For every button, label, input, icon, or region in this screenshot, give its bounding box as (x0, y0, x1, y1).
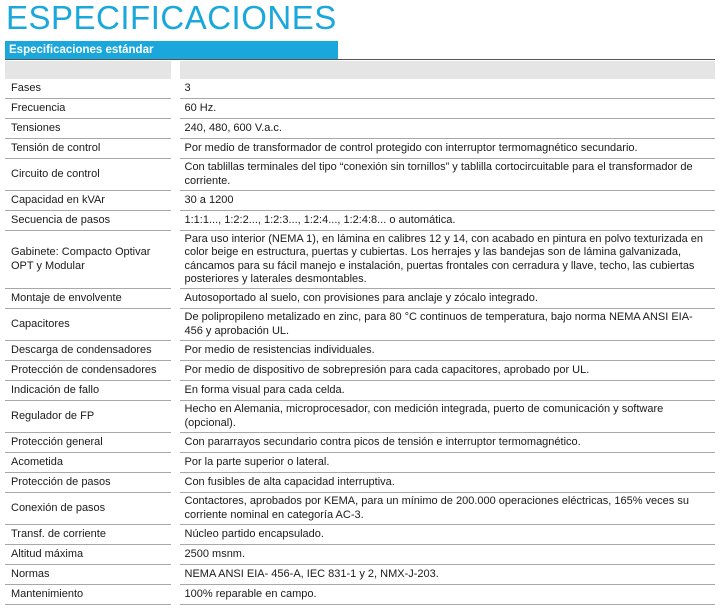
table-row (5, 99, 715, 119)
row-label: Protección de condensadores (5, 361, 175, 381)
spec-table (5, 61, 715, 605)
row-value: 30 a 1200 (175, 191, 715, 211)
row-value: Contactores, aprobados por KEMA, para un mínimo de 200.000 operaciones eléctricas, 165% veces su corriente nominal en categoría AC-3. (175, 493, 715, 525)
row-label: Acometida (5, 453, 175, 473)
row-label: Protección de pasos (5, 473, 175, 493)
row-label: Fases (5, 79, 175, 99)
row-value: Con fusibles de alta capacidad interruptiva. (175, 473, 715, 493)
row-label: Conexión de pasos (5, 493, 175, 525)
table-row (5, 525, 715, 545)
row-label: Transf. de corriente (5, 525, 175, 545)
row-label: Tensión de control (5, 139, 175, 159)
row-label: Regulador de FP (5, 401, 175, 433)
row-value: NEMA ANSI EIA- 456-A, IEC 831-1 y 2, NMX-J-203. (175, 565, 715, 585)
row-label: Secuencia de pasos (5, 211, 175, 231)
row-value: Autosoportado al suelo, con provisiones para anclaje y zócalo integrado. (175, 289, 715, 309)
table-row (5, 341, 715, 361)
row-value: 60 Hz. (175, 99, 715, 119)
table-row (5, 433, 715, 453)
row-value: De polipropileno metalizado en zinc, para 80 °C continuos de temperatura, bajo norma NEMA ANSI EIA-456 y aprobación UL. (175, 309, 715, 341)
table-row (5, 159, 715, 191)
row-label: Gabinete: Compacto Optivar OPT y Modular (5, 231, 175, 289)
header-cell-value (175, 61, 715, 79)
table-row (5, 381, 715, 401)
row-value: Por medio de resistencias individuales. (175, 341, 715, 361)
header-cell-label (5, 61, 175, 79)
row-value: Hecho en Alemania, microprocesador, con medición integrada, puerto de comunicación y software (opcional). (175, 401, 715, 433)
table-row (5, 453, 715, 473)
row-value: Por medio de transformador de control protegido con interruptor termomagnético secundario. (175, 139, 715, 159)
table-row (5, 545, 715, 565)
section-header: Especificaciones estándar (5, 41, 338, 59)
table-row (5, 585, 715, 605)
table-row (5, 473, 715, 493)
row-label: Mantenimiento (5, 585, 175, 605)
row-label: Montaje de envolvente (5, 289, 175, 309)
table-row (5, 401, 715, 433)
row-value: Por la parte superior o lateral. (175, 453, 715, 473)
row-value: 3 (175, 79, 715, 99)
row-value: 100% reparable en campo. (175, 585, 715, 605)
table-row (5, 79, 715, 99)
table-row (5, 139, 715, 159)
row-label: Indicación de fallo (5, 381, 175, 401)
row-label: Protección general (5, 433, 175, 453)
row-label: Circuito de control (5, 159, 175, 191)
table-row (5, 191, 715, 211)
row-value: Con tablillas terminales del tipo “conexión sin tornillos” y tablilla cortocircuitable para el transformador de corriente. (175, 159, 715, 191)
row-value: 240, 480, 600 V.a.c. (175, 119, 715, 139)
row-value: 1:1:1..., 1:2:2..., 1:2:3..., 1:2:4..., 1:2:4:8... o automática. (175, 211, 715, 231)
row-label: Frecuencia (5, 99, 175, 119)
divider (5, 59, 715, 60)
page-title: ESPECIFICACIONES (6, 0, 337, 36)
row-label: Descarga de condensadores (5, 341, 175, 361)
row-label: Altitud máxima (5, 545, 175, 565)
row-value: Con pararrayos secundario contra picos de tensión e interruptor termomagnético. (175, 433, 715, 453)
table-row (5, 309, 715, 341)
table-row (5, 289, 715, 309)
table-row (5, 565, 715, 585)
row-value: Núcleo partido encapsulado. (175, 525, 715, 545)
row-label: Capacitores (5, 309, 175, 341)
row-value: Por medio de dispositivo de sobrepresión para cada capacitores, aprobado por UL. (175, 361, 715, 381)
table-row (5, 119, 715, 139)
row-label: Capacidad en kVAr (5, 191, 175, 211)
row-value: 2500 msnm. (175, 545, 715, 565)
row-value: En forma visual para cada celda. (175, 381, 715, 401)
table-row (5, 231, 715, 289)
row-value: Para uso interior (NEMA 1), en lámina en calibres 12 y 14, con acabado en pintura en polvo texturizada en color beige en estructura, puertas y cubiertas. Los herrajes y las bandejas son de lámina galvanizada, cáncamos para su fácil manejo e instalación, puertas frontales con cerradura y llave, techo, las cubiertas posteriores y laterales desmontables. (175, 231, 715, 289)
row-label: Tensiones (5, 119, 175, 139)
table-row (5, 211, 715, 231)
table-row (5, 493, 715, 525)
row-label: Normas (5, 565, 175, 585)
table-row (5, 361, 715, 381)
table-header-row (5, 61, 715, 79)
